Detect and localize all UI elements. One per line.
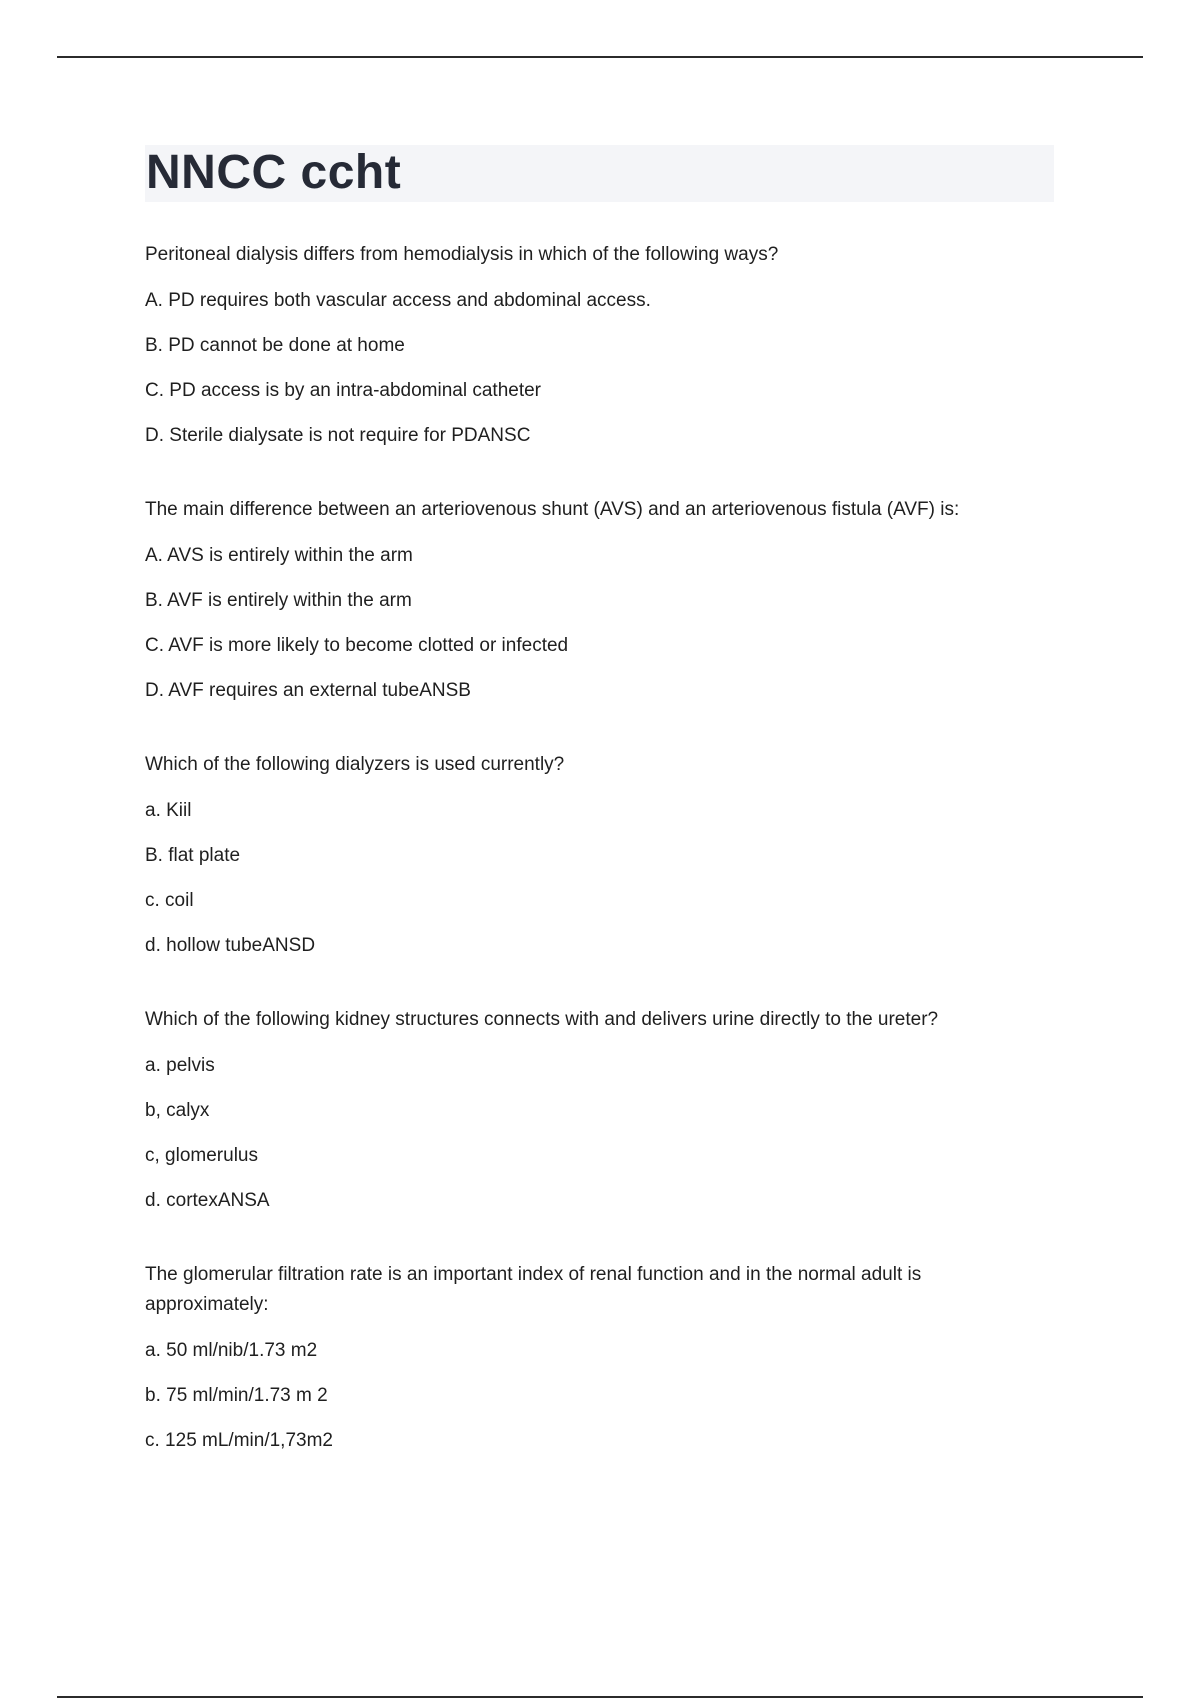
question-text: Which of the following kidney structures connects with and delivers urine directly to the ureter? xyxy=(145,1009,939,1030)
answer-option-c: c. coil xyxy=(145,890,194,911)
question-text: Peritoneal dialysis differs from hemodialysis in which of the following ways? xyxy=(145,244,779,265)
answer-option-a: a. pelvis xyxy=(145,1055,215,1076)
answer-option-a: a. Kiil xyxy=(145,800,192,821)
answer-option-c: c, glomerulus xyxy=(145,1145,258,1166)
answer-option-d: d. cortexANSA xyxy=(145,1190,270,1211)
answer-option-b: b, calyx xyxy=(145,1100,210,1121)
answer-option-c: C. AVF is more likely to become clotted or infected xyxy=(145,635,569,656)
answer-option-a: A. AVS is entirely within the arm xyxy=(145,545,413,566)
document-title: NNCC ccht xyxy=(146,146,402,199)
answer-option-b: B. AVF is entirely within the arm xyxy=(145,590,412,611)
answer-option-b: b. 75 ml/min/1.73 m 2 xyxy=(145,1385,328,1406)
question-5 xyxy=(145,1260,1045,1456)
answer-option-b: B. PD cannot be done at home xyxy=(145,335,405,356)
answer-option-b: B. flat plate xyxy=(145,845,241,866)
question-2 xyxy=(145,495,1045,706)
question-3 xyxy=(145,750,1045,961)
question-text: Which of the following dialyzers is used currently? xyxy=(145,754,565,775)
question-4 xyxy=(145,1005,1045,1216)
bottom-rule xyxy=(57,1696,1143,1698)
top-rule xyxy=(57,56,1143,58)
answer-option-d: d. hollow tubeANSD xyxy=(145,935,316,956)
answer-option-a: a. 50 ml/nib/1.73 m2 xyxy=(145,1340,318,1361)
question-1 xyxy=(145,240,1045,451)
question-text: The main difference between an arteriovenous shunt (AVS) and an arteriovenous fistula (AVF) is: xyxy=(145,499,960,520)
answer-option-c: C. PD access is by an intra-abdominal catheter xyxy=(145,380,542,401)
question-list xyxy=(145,240,1045,1500)
answer-option-c: c. 125 mL/min/1,73m2 xyxy=(145,1430,333,1451)
answer-option-d: D. AVF requires an external tubeANSB xyxy=(145,680,471,701)
question-text: The glomerular filtration rate is an important index of renal function and in the normal adult is approximately: xyxy=(145,1264,922,1315)
answer-option-d: D. Sterile dialysate is not require for PDANSC xyxy=(145,425,531,446)
answer-option-a: A. PD requires both vascular access and abdominal access. xyxy=(145,290,651,311)
